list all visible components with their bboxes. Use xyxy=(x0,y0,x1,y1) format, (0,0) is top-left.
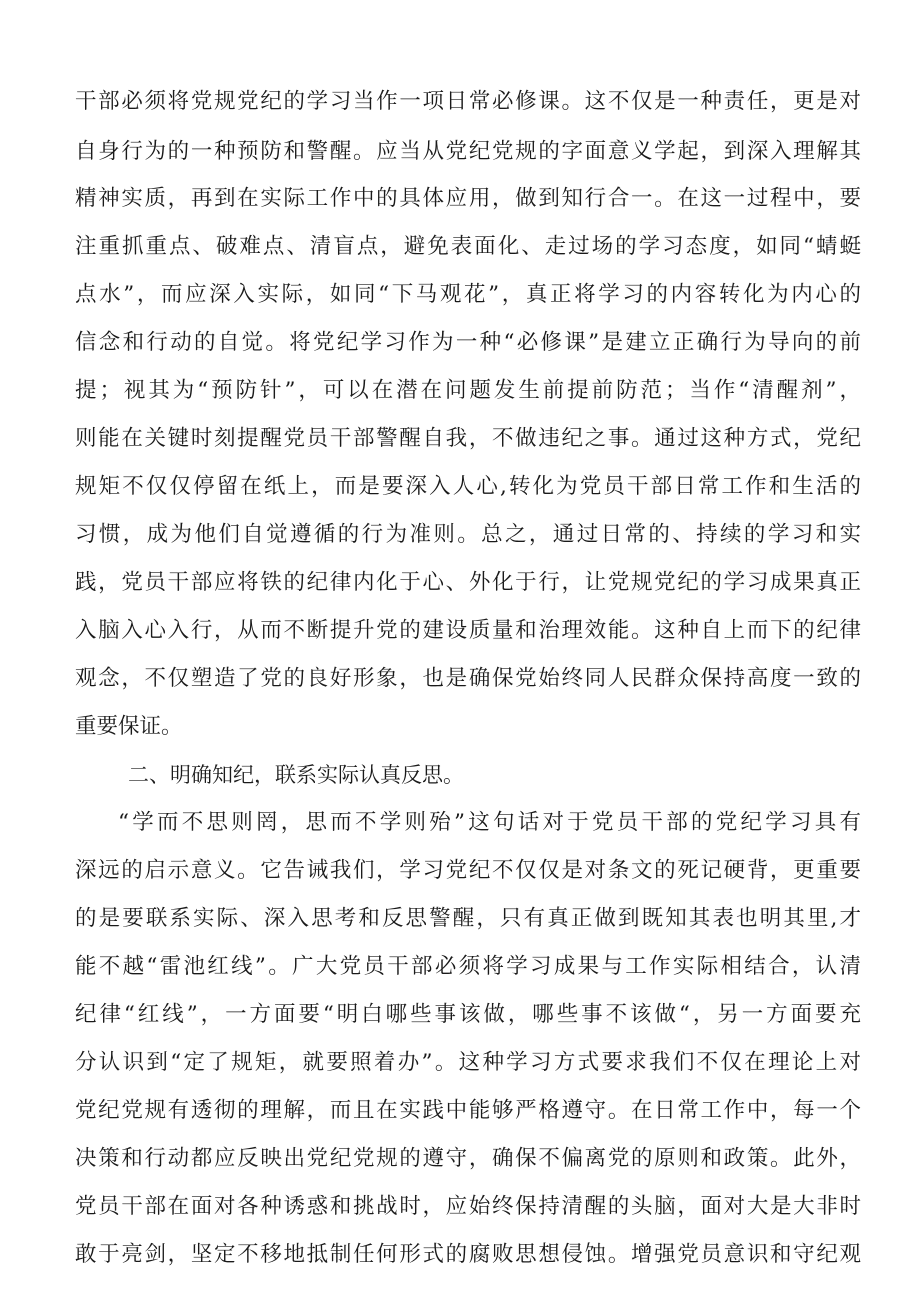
paragraph-line: 点水”，而应深入实际，如同“下马观花”，真正将学习的内容转化为内心的 xyxy=(75,282,861,307)
paragraph-line: 的是要联系实际、深入思考和反思警醒，只有真正做到既知其表也明其里,才 xyxy=(75,906,861,931)
paragraph-line: 决策和行动都应反映出党纪党规的遵守，确保不偏离党的原则和政策。此外， xyxy=(75,1146,861,1171)
paragraph-line: 党纪党规有透彻的理解，而且在实践中能够严格遵守。在日常工作中，每一个 xyxy=(75,1098,861,1123)
section-heading: 二、明确知纪，联系实际认真反思。 xyxy=(128,763,464,787)
paragraph-line: 践，党员干部应将铁的纪律内化于心、外化于行，让党规党纪的学习成果真正 xyxy=(75,570,861,595)
paragraph-line: 观念，不仅塑造了党的良好形象，也是确保党始终同人民群众保持高度一致的 xyxy=(75,666,861,691)
paragraph-line: 能不越“雷池红线”。广大党员干部必须将学习成果与工作实际相结合，认清 xyxy=(75,954,861,979)
paragraph-line: 党员干部在面对各种诱惑和挑战时，应始终保持清醒的头脑，面对大是大非时 xyxy=(75,1194,861,1219)
paragraph-line: 纪律“红线”，一方面要“明白哪些事该做，哪些事不该做“，另一方面要充 xyxy=(75,1002,861,1027)
paragraph-line: 精神实质，再到在实际工作中的具体应用，做到知行合一。在这一过程中，要 xyxy=(75,186,861,211)
paragraph-line: 分认识到“定了规矩，就要照着办”。这种学习方式要求我们不仅在理论上对 xyxy=(75,1050,861,1075)
paragraph-line: 敢于亮剑，坚定不移地抵制任何形式的腐败思想侵蚀。增强党员意识和守纪观 xyxy=(75,1242,861,1267)
paragraph-line: 自身行为的一种预防和警醒。应当从党纪党规的字面意义学起，到深入理解其 xyxy=(75,139,861,164)
paragraph-line: 入脑入心入行，从而不断提升党的建设质量和治理效能。这种自上而下的纪律 xyxy=(75,618,861,643)
paragraph-line: “学而不思则罔，思而不学则殆”这句话对于党员干部的党纪学习具有 xyxy=(118,810,861,835)
paragraph-line: 深远的启示意义。它告诫我们，学习党纪不仅仅是对条文的死记硬背，更重要 xyxy=(75,858,861,883)
paragraph-line: 干部必须将党规党纪的学习当作一项日常必修课。这不仅是一种责任，更是对 xyxy=(75,89,861,114)
paragraph-line: 重要保证。 xyxy=(75,714,183,739)
paragraph-line: 信念和行动的自觉。将党纪学习作为一种“必修课”是建立正确行为导向的前 xyxy=(75,330,861,355)
paragraph-line: 规矩不仅仅停留在纸上，而是要深入人心,转化为党员干部日常工作和生活的 xyxy=(75,474,861,499)
paragraph-line: 习惯，成为他们自觉遵循的行为准则。总之，通过日常的、持续的学习和实 xyxy=(75,522,861,547)
paragraph-line: 则能在关键时刻提醒党员干部警醒自我，不做违纪之事。通过这种方式，党纪 xyxy=(75,426,861,451)
paragraph-line: 提；视其为“预防针”，可以在潜在问题发生前提前防范；当作“清醒剂”， xyxy=(75,378,861,403)
paragraph-line: 注重抓重点、破难点、清盲点，避免表面化、走过场的学习态度，如同“蜻蜓 xyxy=(75,234,861,259)
